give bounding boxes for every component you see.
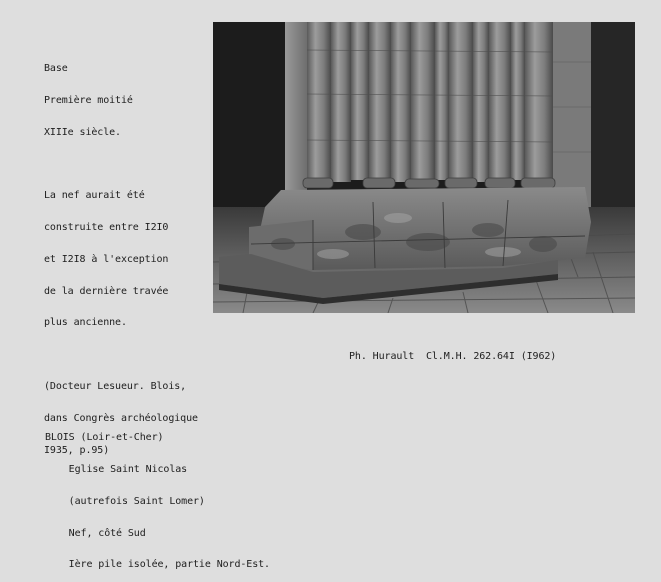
photograph [213,22,635,313]
pillar-base-photo [213,22,635,313]
location-line: (autrefois Saint Lomer) [45,495,205,507]
note-line: I935, p.95) [44,444,110,456]
note-line: et I2I8 à l'exception [44,253,169,265]
note-line: Première moitié [44,94,133,106]
note-line [44,350,198,361]
note-line: de la dernière travée [44,285,169,297]
location-caption [45,412,270,582]
location-line: Nef, côté Sud [45,527,146,539]
note-line: XIIIe siècle. [44,126,121,138]
note-line: plus ancienne. [44,317,127,329]
location-line: BLOIS (Loir-et-Cher) [45,432,164,444]
note-line: La nef aurait été [44,190,145,202]
location-line: Ière pile isolée, partie Nord-Est. [45,559,270,571]
location-line: Eglise Saint Nicolas [45,463,188,475]
note-line: dans Congrès archéologique [44,412,198,424]
note-line: (Docteur Lesueur. Blois, [44,381,187,392]
note-line: Base [44,63,68,75]
note-line [44,160,198,171]
description-note [44,43,198,467]
note-line: construite entre I2I0 [44,222,169,234]
photo-credit [349,331,556,373]
credit-line: Ph. Hurault Cl.M.H. 262.64I (I962) [349,351,557,363]
